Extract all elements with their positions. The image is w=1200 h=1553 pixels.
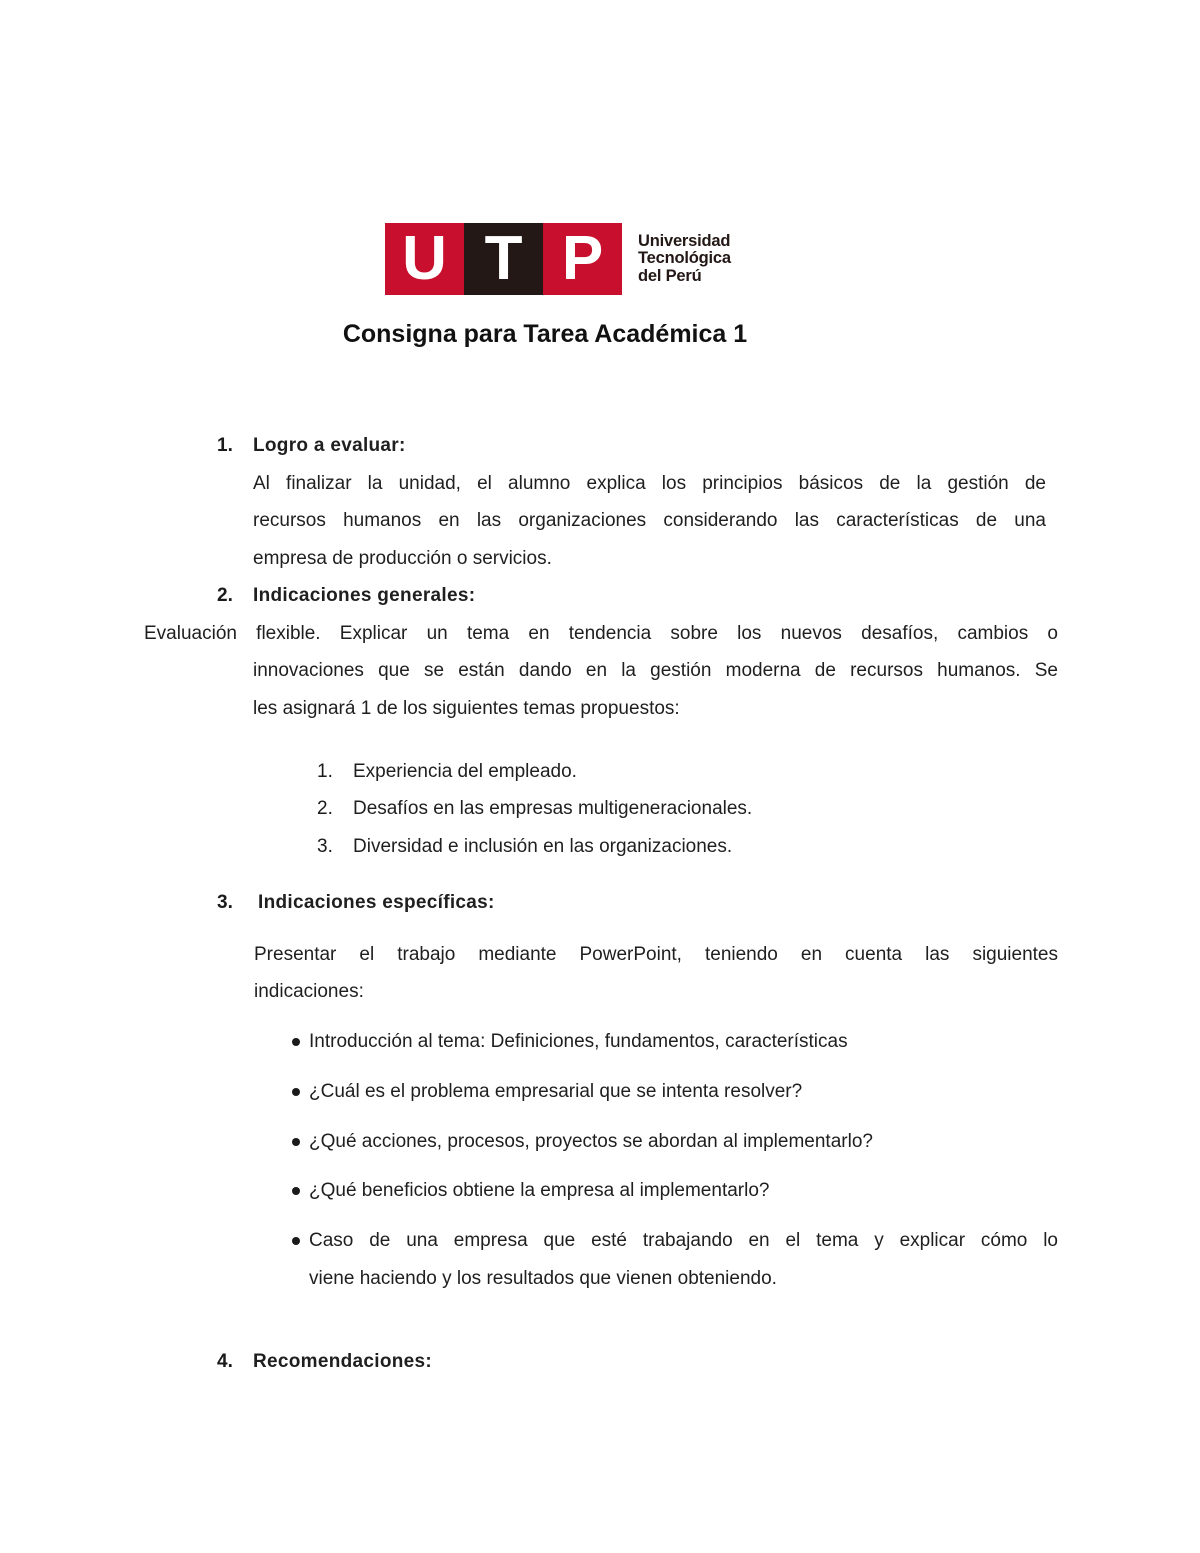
document-title: Consigna para Tarea Académica 1	[342, 320, 748, 348]
bullet-item: Introducción al tema: Definiciones, fundamentos, características	[309, 1031, 848, 1052]
section-number: 3.	[217, 892, 233, 913]
logo-letter-p: P	[543, 223, 622, 295]
paragraph-line: les asignará 1 de los siguientes temas propuestos:	[253, 698, 680, 719]
logo-name-line: del Perú	[638, 266, 702, 285]
bullet-item: ¿Qué beneficios obtiene la empresa al implementarlo?	[309, 1180, 770, 1201]
section-heading-indicaciones-especificas: Indicaciones específicas:	[258, 892, 495, 913]
topic-number: 2.	[317, 798, 333, 819]
paragraph-line: indicaciones:	[254, 981, 364, 1002]
bullet-item: Caso de una empresa que esté trabajando en el tema y explicar cómo lo	[309, 1230, 1058, 1251]
bullet-icon	[292, 1237, 300, 1245]
logo-name-line: Universidad	[638, 231, 731, 250]
utp-logo	[385, 223, 731, 295]
logo-name-line: Tecnológica	[638, 249, 731, 268]
logo-university-name	[638, 233, 731, 286]
bullet-icon	[292, 1138, 300, 1146]
section-heading-indicaciones-generales: Indicaciones generales:	[253, 585, 476, 606]
topic-item: Desafíos en las empresas multigeneracionales.	[353, 798, 753, 819]
bullet-icon	[292, 1088, 300, 1096]
topic-item: Experiencia del empleado.	[353, 761, 577, 782]
bullet-item: ¿Qué acciones, procesos, proyectos se abordan al implementarlo?	[309, 1131, 873, 1152]
bullet-icon	[292, 1038, 300, 1046]
bullet-item-continuation: viene haciendo y los resultados que vienen obteniendo.	[309, 1268, 777, 1289]
bullet-item: ¿Cuál es el problema empresarial que se intenta resolver?	[309, 1081, 803, 1102]
section-heading-logro: Logro a evaluar:	[253, 435, 406, 456]
paragraph-line: Evaluación flexible. Explicar un tema en tendencia sobre los nuevos desafíos, cambios o	[144, 623, 1058, 644]
topic-number: 1.	[317, 761, 333, 782]
section-number: 2.	[217, 585, 233, 606]
paragraph-line: recursos humanos en las organizaciones considerando las características de una	[253, 510, 1046, 531]
logo-letter-u: U	[385, 223, 464, 295]
paragraph-line: innovaciones que se están dando en la gestión moderna de recursos humanos. Se	[253, 660, 1058, 681]
section-heading-recomendaciones: Recomendaciones:	[253, 1351, 433, 1372]
section-number: 4.	[217, 1351, 233, 1372]
paragraph-line: Al finalizar la unidad, el alumno explica los principios básicos de la gestión de	[253, 473, 1046, 494]
topic-number: 3.	[317, 836, 333, 857]
logo-letter-t: T	[464, 223, 543, 295]
paragraph-line: empresa de producción o servicios.	[253, 548, 552, 569]
paragraph-line: Presentar el trabajo mediante PowerPoint, teniendo en cuenta las siguientes	[254, 944, 1058, 965]
section-number: 1.	[217, 435, 233, 456]
bullet-icon	[292, 1187, 300, 1195]
topic-item: Diversidad e inclusión en las organizaciones.	[353, 836, 733, 857]
